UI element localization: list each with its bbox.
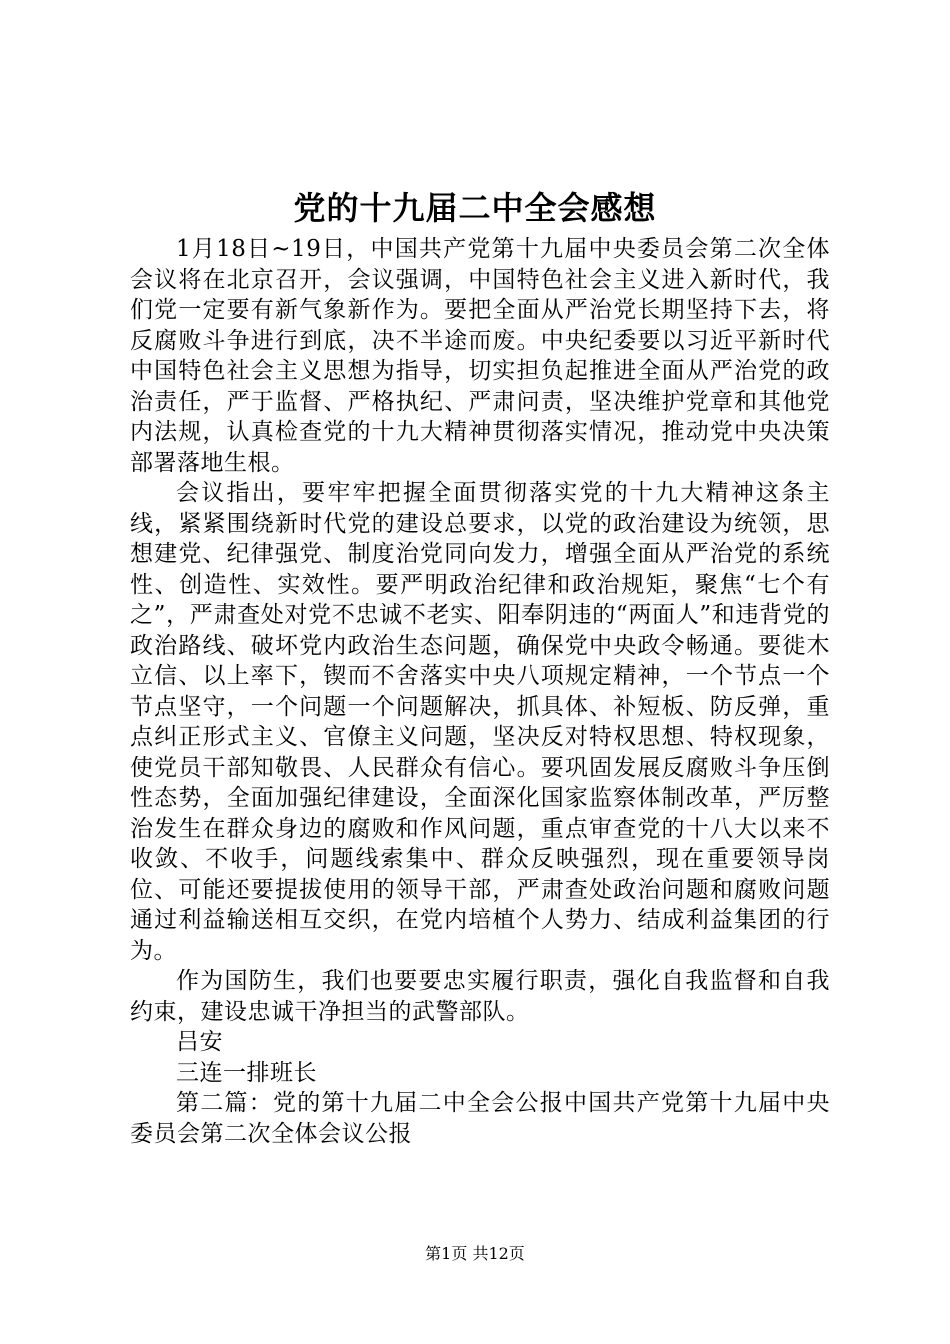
body-paragraph: 会议指出，要牢牢把握全面贯彻落实党的十九大精神这条主线，紧紧围绕新时代党的建设总要求，以党的政治建设为统领，思想建党、纪律强党、制度治党同向发力，增强全面从严治党的系统性、创造性、实效性。要严明政治纪律和政治规矩，聚焦“七个有之”，严肃查处对党不忠诚不老实、阳奉阴违的“两面人”和违背党的政治路线、破坏党内政治生态问题，确保党中央政令畅通。要徙木立信、以上率下，锲而不舍落实中央八项规定精神，一个节点一个节点坚守，一个问题一个问题解决，抓具体、补短板、防反弹，重点纠正形式主义、官僚主义问题，坚决反对特权思想、特权现象，使党员干部知敬畏、人民群众有信心。要巩固发展反腐败斗争压倒性态势，全面加强纪律建设，全面深化国家监察体制改革，严厉整治发生在群众身边的腐败和作风问题，重点审查党的十八大以来不收敛、不收手，问题线索集中、群众反映强烈，现在重要领导岗位、可能还要提拔使用的领导干部，严肃查处政治问题和腐败问题通过利益输送相互交织，在党内培植个人势力、结成利益集团的行为。	[130, 480, 830, 964]
document-title: 党的十九届二中全会感想	[293, 189, 657, 227]
document-body	[130, 234, 830, 1149]
author-position: 三连一排班长	[176, 1059, 317, 1086]
body-paragraph: 作为国防生，我们也要要忠实履行职责，强化自我监督和自我约束，建设忠诚干净担当的武警部队。	[130, 968, 830, 1025]
body-paragraph: 1月18日~19日，中国共产党第十九届中央委员会第二次全体会议将在北京召开，会议强调，中国特色社会主义进入新时代，我们党一定要有新气象新作为。要把全面从严治党长期坚持下去，将反腐败斗争进行到底，决不半途而废。中央纪委要以习近平新时代中国特色社会主义思想为指导，切实担负起推进全面从严治党的政治责任，严于监督、严格执纪、严肃问责，坚决维护党章和其他党内法规，认真检查党的十九大精神贯彻落实情况，推动党中央决策部署落地生根。	[130, 236, 830, 476]
page-number-footer: 第1页 共12页	[425, 1244, 525, 1263]
next-section-heading: 第二篇：党的第十九届二中全会公报中国共产党第十九届中央委员会第二次全体会议公报	[130, 1090, 830, 1147]
author-name: 吕安	[176, 1029, 223, 1055]
